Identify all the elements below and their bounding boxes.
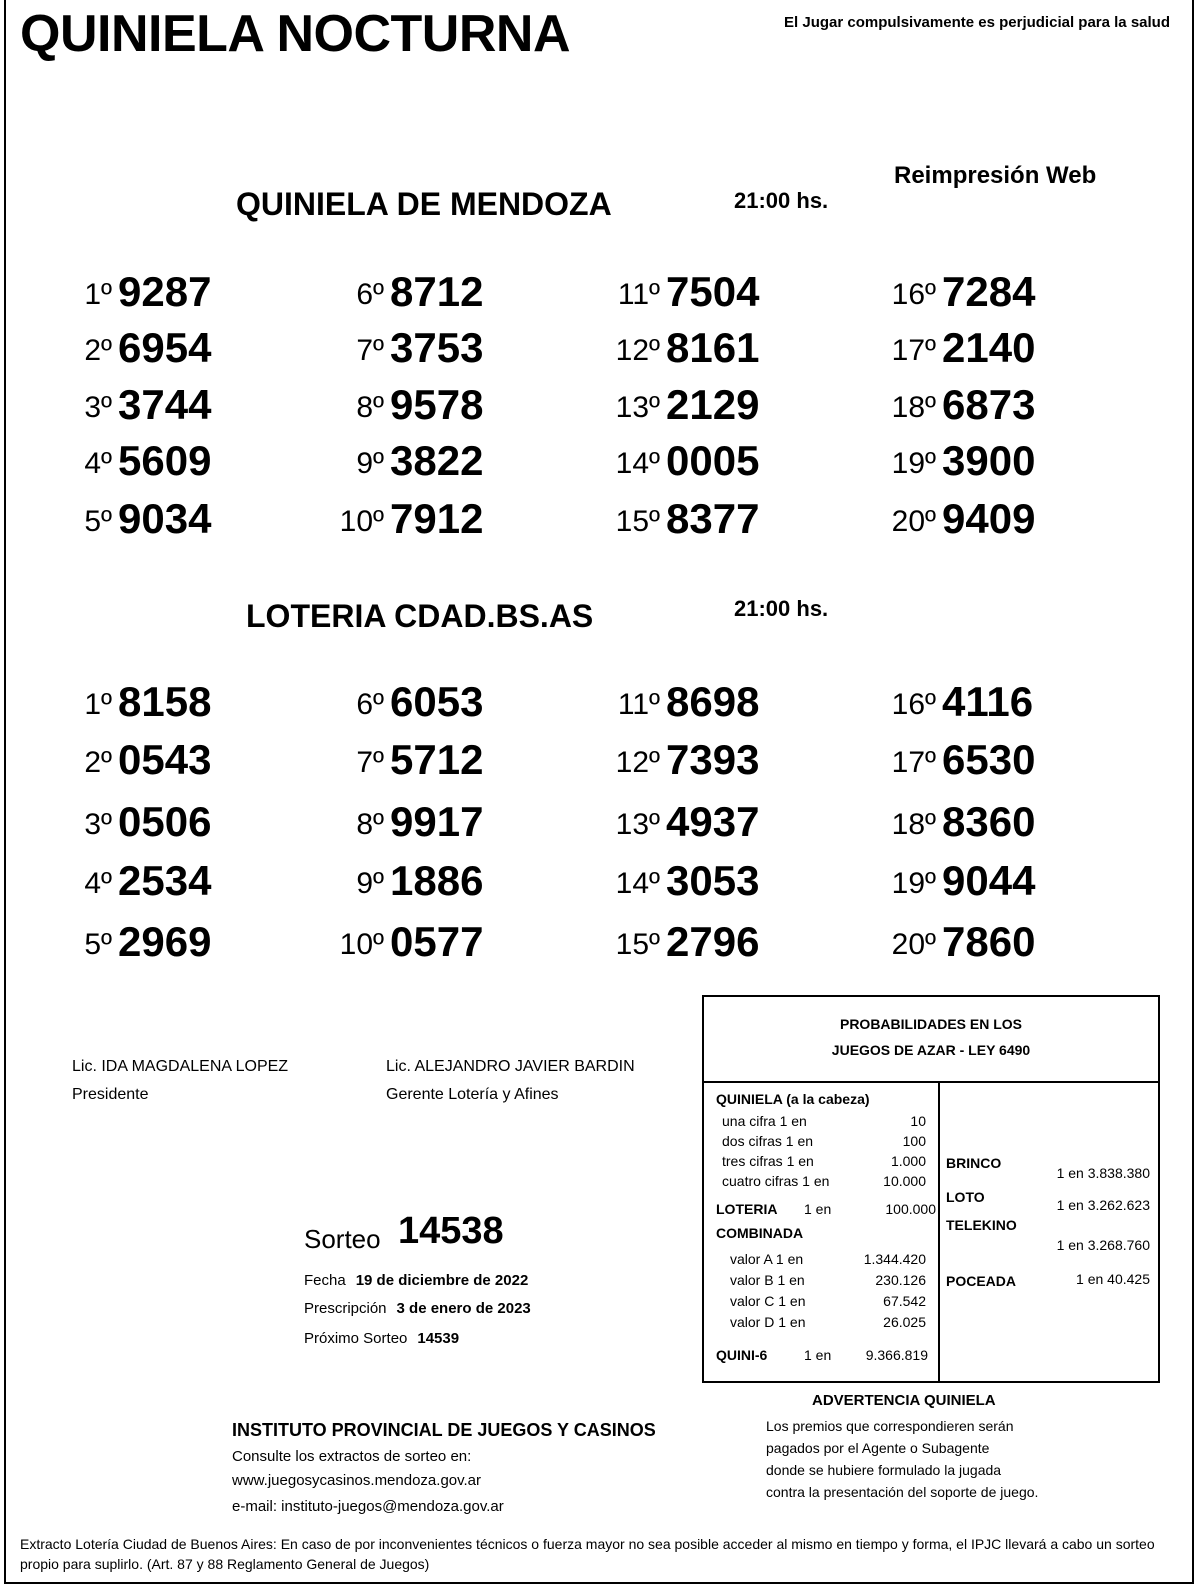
- probabilities-title-line2: JUEGOS DE AZAR - LEY 6490: [831, 1042, 1031, 1058]
- brinco-prob-value: 1 en 3.838.380: [1056, 1165, 1150, 1181]
- result-position: 20º: [891, 505, 936, 538]
- loto-prob-label: LOTO: [946, 1189, 985, 1205]
- result-position: 11º: [617, 688, 660, 721]
- result-cell: [586, 493, 826, 543]
- quiniela-row-value: 1.000: [890, 1153, 926, 1169]
- combinada-row-label: valor D 1 en: [730, 1314, 806, 1330]
- health-warning: El Jugar compulsivamente es perjudicial para la salud: [784, 14, 1170, 31]
- sorteo-number: 14538: [398, 1210, 504, 1252]
- result-number: 0543: [118, 736, 212, 783]
- probabilities-divider: [938, 1083, 940, 1381]
- probabilities-box: [702, 995, 1160, 1383]
- result-position: 5º: [84, 505, 112, 538]
- result-cell: [38, 916, 278, 966]
- proximo-value: 14539: [417, 1330, 460, 1347]
- result-number: 8161: [666, 324, 760, 371]
- reprint-label: Reimpresión Web: [894, 162, 1097, 189]
- result-cell: [38, 734, 278, 784]
- result-number: 3900: [942, 437, 1036, 484]
- result-position: 10º: [339, 928, 384, 961]
- result-cell: [310, 796, 550, 846]
- result-position: 17º: [891, 746, 936, 779]
- result-position: 8º: [356, 391, 384, 424]
- quini6-prob-en: 1 en: [804, 1347, 832, 1363]
- combinada-row-value: 1.344.420: [863, 1251, 926, 1267]
- result-cell: [38, 796, 278, 846]
- result-cell: [862, 266, 1102, 316]
- result-number: 6530: [942, 736, 1036, 783]
- result-number: 2129: [666, 381, 760, 428]
- institute-name: INSTITUTO PROVINCIAL DE JUEGOS Y CASINOS: [232, 1420, 656, 1440]
- quini6-prob-label: QUINI-6: [716, 1347, 768, 1363]
- result-position: 11º: [617, 278, 660, 311]
- mendoza-title: QUINIELA DE MENDOZA: [236, 186, 612, 222]
- prescripcion-label: Prescripción: [304, 1300, 387, 1317]
- advertencia-line: Los premios que correspondieren serán: [766, 1418, 1014, 1434]
- result-number: 4116: [942, 678, 1034, 725]
- result-position: 3º: [84, 808, 112, 841]
- loteria-prob-value: 100.000: [885, 1201, 936, 1217]
- result-cell: [38, 435, 278, 485]
- result-cell: [862, 322, 1102, 372]
- result-number: 0577: [390, 918, 484, 965]
- result-position: 19º: [891, 447, 936, 480]
- result-number: 8712: [390, 268, 484, 315]
- result-position: 3º: [84, 391, 112, 424]
- manager-name: Lic. ALEJANDRO JAVIER BARDIN: [386, 1058, 635, 1075]
- result-position: 10º: [339, 505, 384, 538]
- result-cell: [310, 379, 550, 429]
- fecha-label: Fecha: [304, 1272, 346, 1289]
- result-cell: [310, 266, 550, 316]
- result-number: 8377: [666, 495, 760, 542]
- result-position: 12º: [615, 334, 660, 367]
- result-number: 8158: [118, 678, 212, 725]
- result-position: 7º: [356, 746, 384, 779]
- result-cell: [38, 493, 278, 543]
- result-position: 13º: [615, 808, 660, 841]
- result-number: 9917: [390, 798, 484, 845]
- result-number: 2969: [118, 918, 212, 965]
- probabilities-header: [704, 997, 1158, 1083]
- result-number: 7284: [942, 268, 1036, 315]
- result-number: 2534: [118, 857, 212, 904]
- result-number: 3822: [390, 437, 484, 484]
- result-number: 7393: [666, 736, 760, 783]
- loteria-prob-label: LOTERIA: [716, 1201, 778, 1217]
- result-cell: [38, 322, 278, 372]
- result-position: 14º: [615, 867, 660, 900]
- result-position: 20º: [891, 928, 936, 961]
- result-number: 4937: [666, 798, 760, 845]
- result-position: 14º: [615, 447, 660, 480]
- result-position: 7º: [356, 334, 384, 367]
- president-name: Lic. IDA MAGDALENA LOPEZ: [72, 1058, 289, 1075]
- advertencia-title: ADVERTENCIA QUINIELA: [812, 1392, 996, 1409]
- loto-prob-value: 1 en 3.262.623: [1056, 1197, 1150, 1213]
- result-cell: [586, 734, 826, 784]
- result-cell: [586, 916, 826, 966]
- result-position: 15º: [615, 928, 660, 961]
- institute-website-link[interactable]: www.juegosycasinos.mendoza.gov.ar: [232, 1472, 482, 1489]
- prescripcion-line: [304, 1300, 531, 1317]
- result-position: 12º: [615, 746, 660, 779]
- telekino-prob-label: TELEKINO: [946, 1217, 1017, 1233]
- sorteo-label: Sorteo: [304, 1224, 381, 1254]
- buenosaires-title: LOTERIA CDAD.BS.AS: [246, 598, 594, 634]
- result-cell: [310, 322, 550, 372]
- advertencia-line: pagados por el Agente o Subagente: [766, 1440, 990, 1456]
- combinada-row-value: 26.025: [883, 1314, 926, 1330]
- result-position: 2º: [84, 334, 112, 367]
- result-cell: [38, 676, 278, 726]
- result-position: 4º: [84, 867, 112, 900]
- result-number: 5609: [118, 437, 212, 484]
- loteria-prob-en: 1 en: [804, 1201, 832, 1217]
- result-number: 9409: [942, 495, 1036, 542]
- result-cell: [586, 266, 826, 316]
- result-cell: [862, 855, 1102, 905]
- result-number: 9287: [118, 268, 212, 315]
- result-cell: [862, 796, 1102, 846]
- buenosaires-time: 21:00 hs.: [734, 596, 829, 621]
- combinada-row-label: valor A 1 en: [730, 1251, 804, 1267]
- poceada-prob-value: 1 en 40.425: [1076, 1271, 1150, 1287]
- combinada-row-label: valor C 1 en: [730, 1293, 806, 1309]
- result-cell: [862, 676, 1102, 726]
- result-number: 6954: [118, 324, 212, 371]
- result-cell: [310, 916, 550, 966]
- proximo-line: [304, 1330, 459, 1347]
- quiniela-row-label: una cifra 1 en: [722, 1113, 807, 1129]
- result-position: 18º: [891, 808, 936, 841]
- result-number: 7860: [942, 918, 1036, 965]
- result-position: 8º: [356, 808, 384, 841]
- result-cell: [310, 435, 550, 485]
- result-position: 16º: [891, 278, 936, 311]
- result-number: 6873: [942, 381, 1036, 428]
- result-cell: [862, 916, 1102, 966]
- result-cell: [586, 855, 826, 905]
- combinada-row-value: 230.126: [875, 1272, 926, 1288]
- quiniela-row-label: cuatro cifras 1 en: [722, 1173, 830, 1189]
- result-cell: [862, 379, 1102, 429]
- result-position: 18º: [891, 391, 936, 424]
- result-number: 5712: [390, 736, 484, 783]
- result-cell: [862, 734, 1102, 784]
- institute-line1: Consulte los extractos de sorteo en:: [232, 1448, 472, 1465]
- result-cell: [862, 493, 1102, 543]
- page-title: QUINIELA NOCTURNA: [20, 5, 570, 63]
- result-number: 0005: [666, 437, 760, 484]
- result-cell: [38, 855, 278, 905]
- result-cell: [310, 676, 550, 726]
- quiniela-prob-title: QUINIELA (a la cabeza): [716, 1091, 870, 1107]
- result-position: 5º: [84, 928, 112, 961]
- result-position: 1º: [84, 688, 112, 721]
- result-cell: [586, 676, 826, 726]
- result-number: 9034: [118, 495, 212, 542]
- proximo-label: Próximo Sorteo: [304, 1330, 408, 1347]
- result-cell: [586, 796, 826, 846]
- brinco-prob-label: BRINCO: [946, 1155, 1002, 1171]
- result-number: 8360: [942, 798, 1036, 845]
- fecha-value: 19 de diciembre de 2022: [355, 1272, 529, 1289]
- result-position: 9º: [356, 867, 384, 900]
- fecha-line: [304, 1272, 528, 1289]
- result-cell: [38, 266, 278, 316]
- result-number: 9044: [942, 857, 1036, 904]
- result-number: 2796: [666, 918, 760, 965]
- combinada-row-label: valor B 1 en: [730, 1272, 805, 1288]
- result-cell: [586, 435, 826, 485]
- quini6-prob-value: 9.366.819: [865, 1347, 928, 1363]
- mendoza-time: 21:00 hs.: [734, 188, 829, 213]
- result-number: 6053: [390, 678, 484, 725]
- result-position: 13º: [615, 391, 660, 424]
- result-position: 6º: [356, 278, 384, 311]
- result-position: 17º: [891, 334, 936, 367]
- probabilities-title-line1: PROBABILIDADES EN LOS: [839, 1016, 1022, 1032]
- quiniela-row-value: 100: [902, 1133, 926, 1149]
- result-number: 3053: [666, 857, 760, 904]
- result-position: 16º: [891, 688, 936, 721]
- footer-note: Extracto Lotería Ciudad de Buenos Aires: En caso de por inconvenientes técnicos o fuerza mayor no sea posible acceder al mismo en tiempo y forma, el IPJC llevará a cabo un sorteo propio para suplirlo. (Art. 87 y 88 Reglamento General de Juegos): [20, 1536, 1155, 1572]
- result-number: 9578: [390, 381, 484, 428]
- result-cell: [310, 493, 550, 543]
- institute-email-link[interactable]: e-mail: instituto-juegos@mendoza.gov.ar: [232, 1498, 504, 1515]
- result-cell: [862, 435, 1102, 485]
- result-number: 1886: [390, 857, 484, 904]
- result-position: 2º: [84, 746, 112, 779]
- result-position: 4º: [84, 447, 112, 480]
- advertencia-line: contra la presentación del soporte de juego.: [766, 1484, 1039, 1500]
- result-cell: [38, 379, 278, 429]
- result-number: 2140: [942, 324, 1036, 371]
- combinada-row-value: 67.542: [883, 1293, 926, 1309]
- quiniela-row-value: 10.000: [883, 1173, 926, 1189]
- result-cell: [310, 855, 550, 905]
- result-position: 1º: [84, 278, 112, 311]
- telekino-prob-value: 1 en 3.268.760: [1056, 1237, 1150, 1253]
- result-number: 3753: [390, 324, 484, 371]
- quiniela-row-label: dos cifras 1 en: [722, 1133, 814, 1149]
- result-number: 7912: [390, 495, 484, 542]
- poceada-prob-label: POCEADA: [946, 1273, 1017, 1289]
- result-number: 3744: [118, 381, 212, 428]
- result-number: 7504: [666, 268, 760, 315]
- result-cell: [310, 734, 550, 784]
- manager-role: Gerente Lotería y Afines: [386, 1086, 559, 1103]
- combinada-prob-title: COMBINADA: [716, 1225, 804, 1241]
- result-position: 6º: [356, 688, 384, 721]
- advertencia-line: donde se hubiere formulado la jugada: [766, 1462, 1002, 1478]
- president-role: Presidente: [72, 1086, 149, 1103]
- result-position: 9º: [356, 447, 384, 480]
- result-number: 8698: [666, 678, 760, 725]
- quiniela-row-label: tres cifras 1 en: [722, 1153, 814, 1169]
- result-cell: [586, 379, 826, 429]
- result-cell: [586, 322, 826, 372]
- result-number: 0506: [118, 798, 212, 845]
- quiniela-row-value: 10: [910, 1113, 926, 1129]
- prescripcion-value: 3 de enero de 2023: [396, 1300, 531, 1317]
- result-position: 15º: [615, 505, 660, 538]
- result-position: 19º: [891, 867, 936, 900]
